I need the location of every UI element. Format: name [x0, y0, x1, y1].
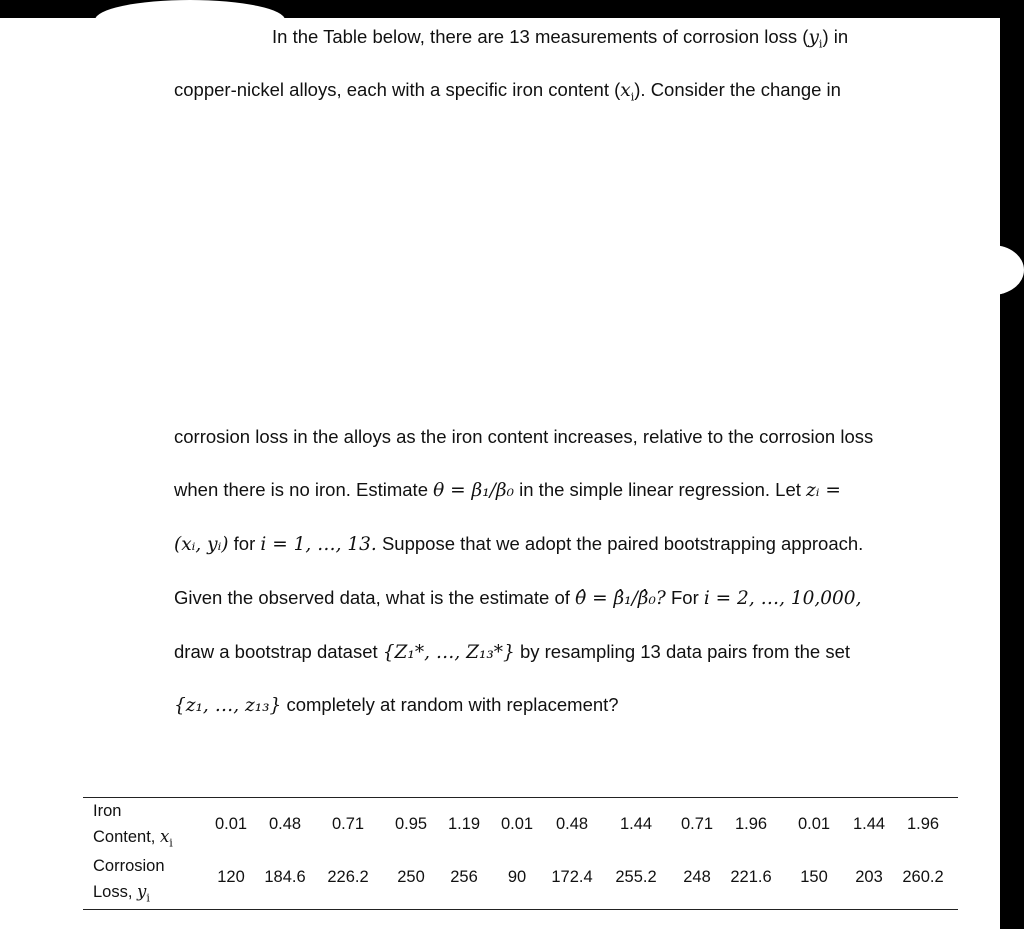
corrosion-loss-cell: 184.6: [264, 868, 306, 886]
iron-content-cell: 0.95: [394, 815, 428, 833]
iron-content-cell: 0.01: [797, 815, 831, 833]
scan-artifact: [960, 245, 1024, 295]
question-line-6: Given the observed data, what is the estimate of θ̂ = β̂₁/β̂₀? For i = 2, …, 10,000,: [174, 587, 862, 609]
iron-content-cell: 0.48: [555, 815, 589, 833]
question-line-8: {z₁, …, z₁₃} completely at random with replacement?: [174, 694, 619, 716]
iron-content-cell: 0.48: [268, 815, 302, 833]
corrosion-loss-cell: 172.4: [551, 868, 593, 886]
iron-content-cell: 1.44: [852, 815, 886, 833]
corrosion-loss-cell: 250: [397, 868, 425, 886]
corrosion-loss-cell: 221.6: [730, 868, 772, 886]
corrosion-loss-cell: 226.2: [327, 868, 369, 886]
iron-content-cell: 1.19: [447, 815, 481, 833]
question-line-7: draw a bootstrap dataset {Z₁*, …, Z₁₃*} by resampling 13 data pairs from the set: [174, 641, 851, 663]
corrosion-loss-cell: 255.2: [615, 868, 657, 886]
corrosion-loss-label: Corrosion Loss, $y_i$: [93, 857, 165, 905]
corrosion-loss-cell: 203: [855, 868, 883, 886]
iron-content-cell: 0.01: [500, 815, 534, 833]
question-line-5: (xᵢ, yᵢ) for i = 1, …, 13. Suppose that we adopt the paired bootstrapping approach.: [174, 533, 864, 555]
scan-artifact: [95, 0, 285, 40]
document-page: [0, 18, 1000, 929]
iron-content-cell: 0.01: [214, 815, 248, 833]
iron-content-cell: 1.96: [906, 815, 940, 833]
iron-content-label: Iron Content, $x_i$: [93, 802, 173, 850]
iron-content-cell: 0.71: [680, 815, 714, 833]
corrosion-loss-cell: 150: [800, 868, 828, 886]
question-line-3: corrosion loss in the alloys as the iron content increases, relative to the corrosion loss: [174, 426, 874, 447]
data-table: [83, 797, 958, 910]
question-line-4: when there is no iron. Estimate θ = β₁/β₀ in the simple linear regression. Let zᵢ =: [174, 479, 841, 501]
corrosion-loss-cell: 120: [217, 868, 245, 886]
corrosion-loss-cell: 90: [507, 868, 527, 886]
iron-content-cell: 1.44: [619, 815, 653, 833]
iron-content-cell: 1.96: [734, 815, 768, 833]
question-line-1: In the Table below, there are 13 measurements of corrosion loss $(y_i)$ in: [272, 26, 849, 51]
corrosion-loss-cell: 260.2: [902, 868, 944, 886]
corrosion-loss-cell: 248: [683, 868, 711, 886]
question-line-2: copper-nickel alloys, each with a specific iron content $(x_i)$. Consider the change in: [174, 79, 841, 104]
corrosion-loss-cell: 256: [450, 868, 478, 886]
iron-content-cell: 0.71: [331, 815, 365, 833]
